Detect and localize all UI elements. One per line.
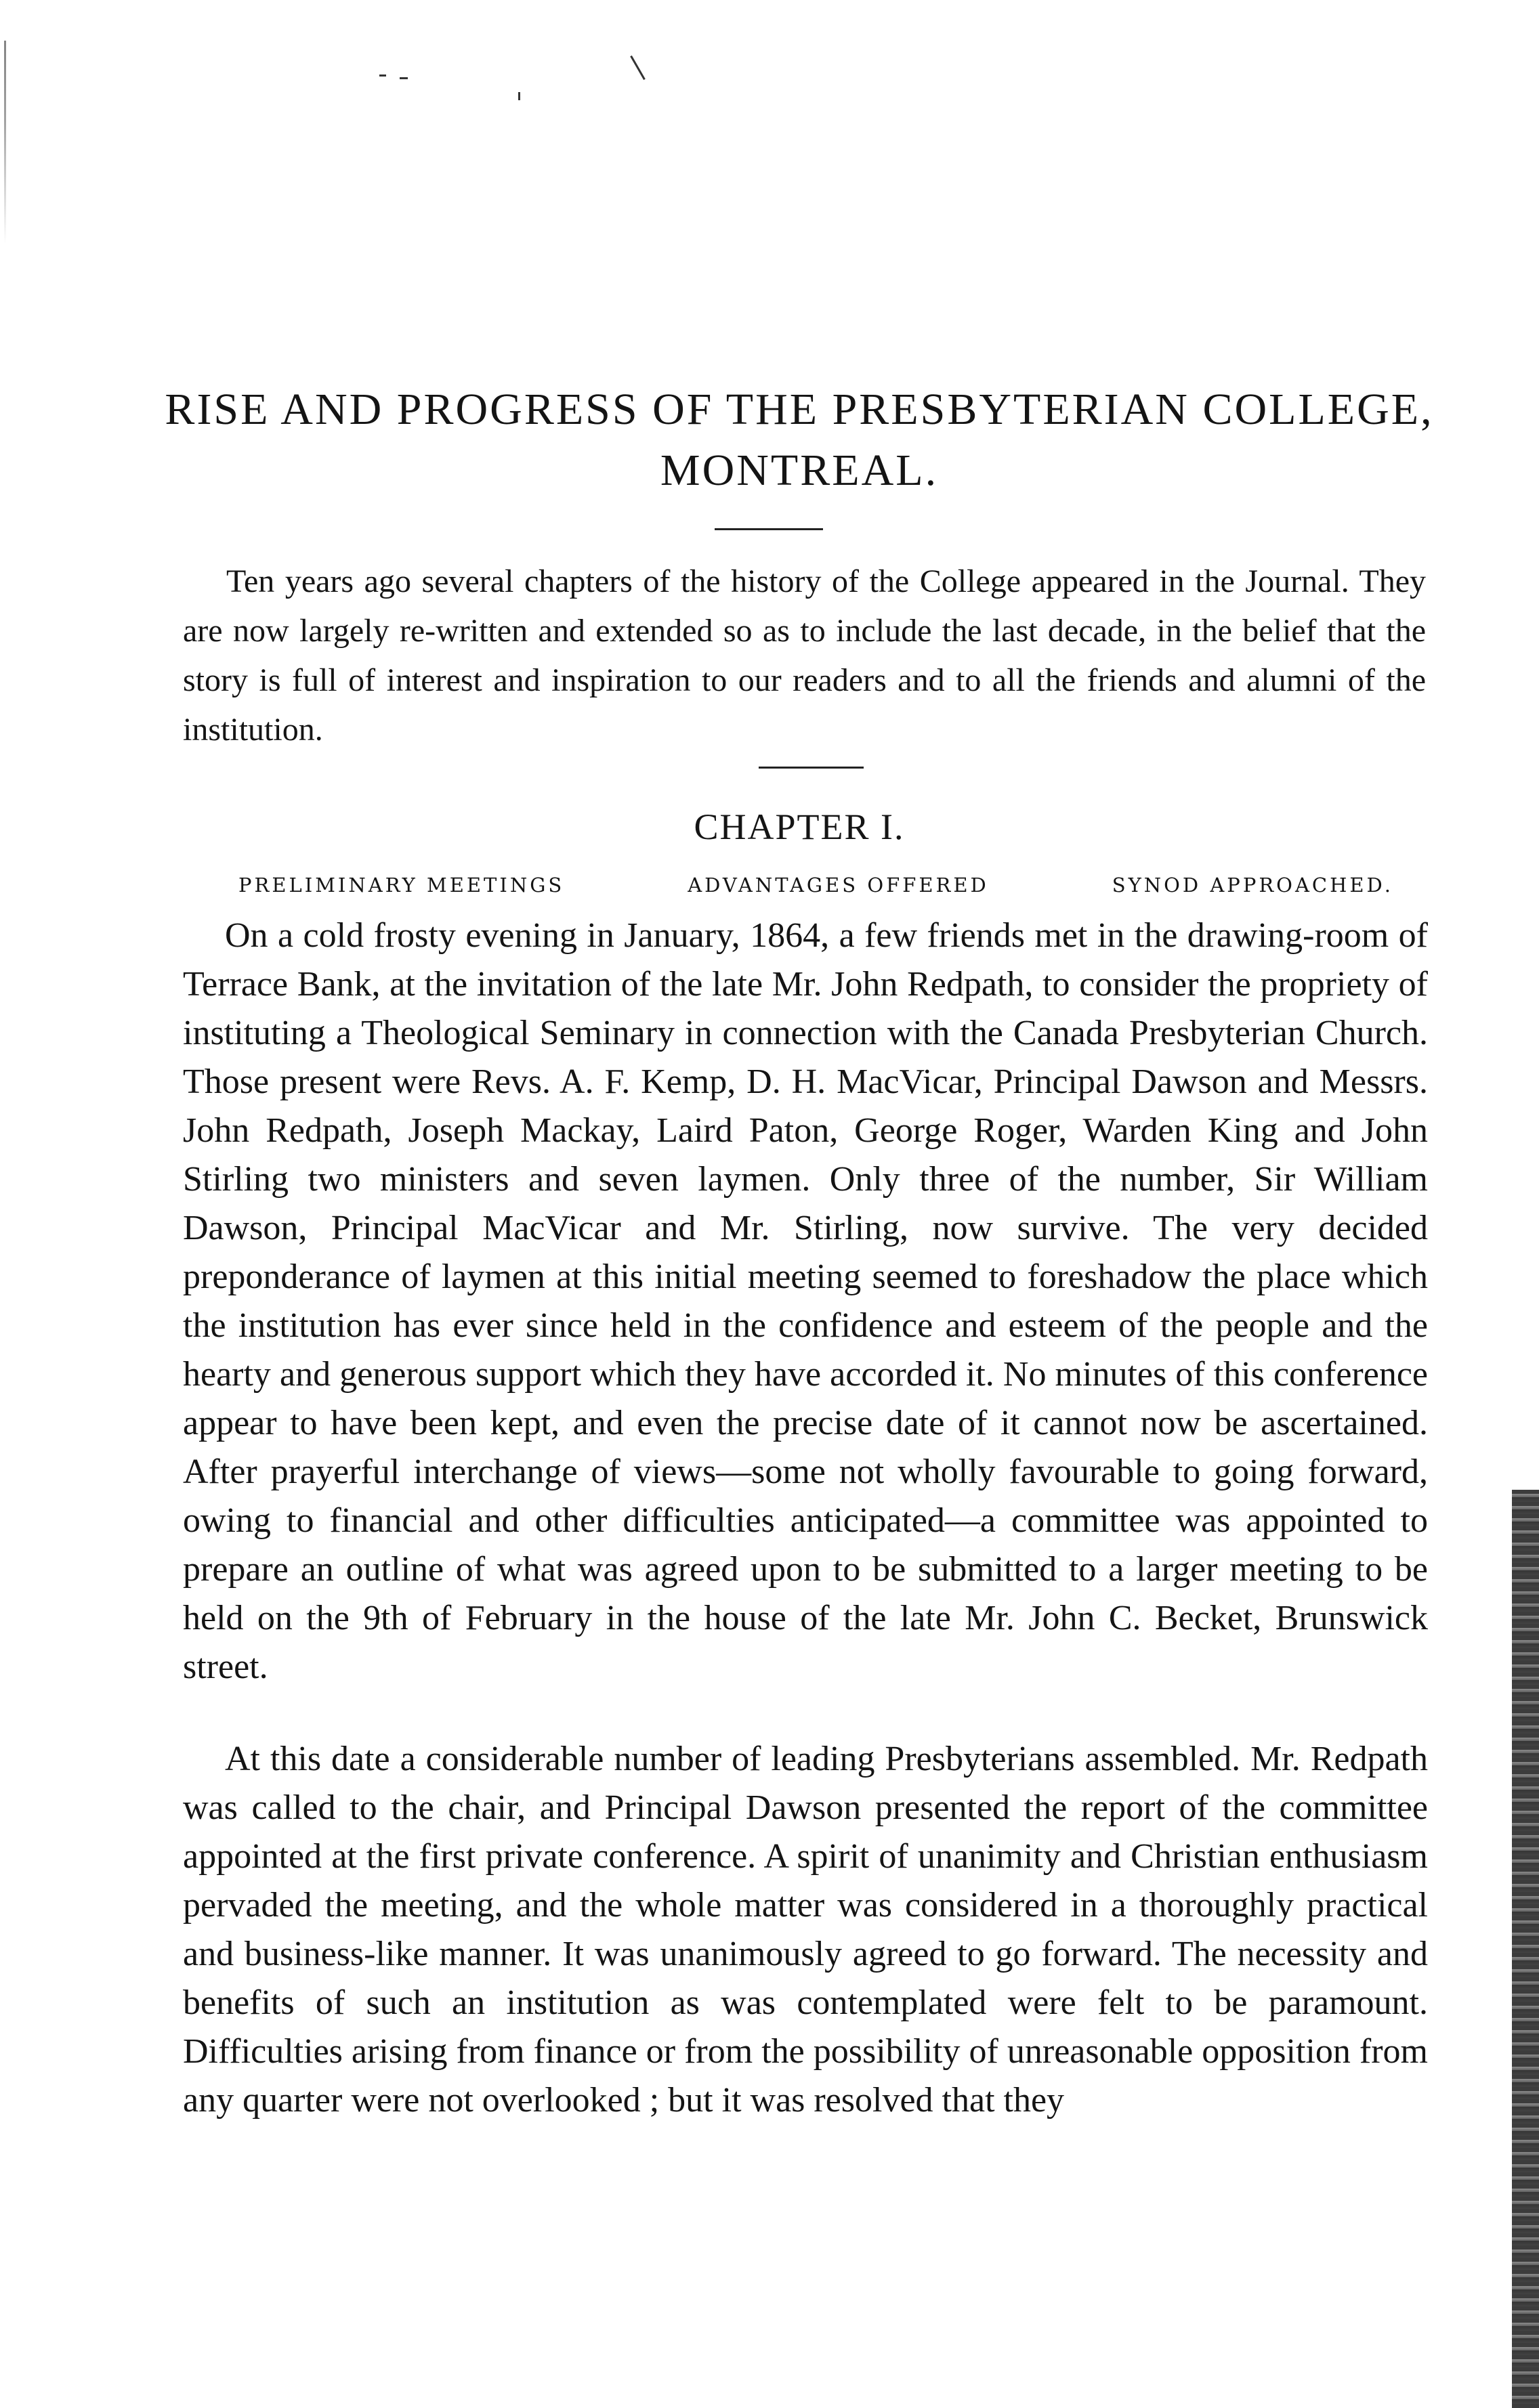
speck bbox=[630, 56, 646, 80]
speck bbox=[518, 92, 520, 100]
speck bbox=[379, 74, 386, 77]
chapter-heading: CHAPTER I. bbox=[694, 807, 905, 847]
intro-paragraph: Ten years ago several chapters of the history of the College appeared in the Journal. They are now largely re-written and extended so as to include the last decade, in the belief that the story is full of interest and inspiration to our readers and to all the friends and alumni of the institution. bbox=[183, 563, 1426, 748]
chapter-subheads bbox=[238, 874, 1393, 897]
chapter-divider bbox=[759, 767, 864, 769]
subhead-preliminary-meetings: PRELIMINARY MEETINGS bbox=[238, 874, 565, 897]
scan-specks bbox=[379, 54, 664, 108]
subhead-synod-approached: SYNOD APPROACHED. bbox=[1112, 874, 1393, 897]
body-paragraph-2: At this date a considerable number of leading Presbyterians assembled. Mr. Redpath was called to the chair, and Principal Dawson presented the report of the committee appointed at the first private conference. A spirit of unanimity and Christian enthusiasm pervaded the meeting, and the whole matter was considered in a thoroughly practical and business-like manner. It was unanimously agreed to go forward. The necessity and benefits of such an institution as was contemplated were felt to be paramount. Difficulties arising from finance or from the possibility of unreasonable opposition from any quarter were not overlooked ; but it was resolved that they bbox=[183, 1740, 1428, 2120]
scan-edge-left bbox=[4, 41, 6, 244]
subhead-advantages-offered: ADVANTAGES OFFERED bbox=[688, 874, 989, 897]
speck bbox=[400, 77, 408, 79]
article-title: RISE AND PROGRESS OF THE PRESBYTERIAN COLLEGE, MONTREAL. bbox=[165, 385, 1434, 495]
body-paragraph-1: On a cold frosty evening in January, 1864, a few friends met in the drawing-room of Terrace Bank, at the invitation of the late Mr. John Redpath, to consider the propriety of instituting a Theological Seminary in connection with the Canada Presbyterian Church. Those present were Revs. A. F. Kemp, D. H. MacVicar, Principal Dawson and Messrs. John Redpath, Joseph Mackay, Laird Paton, George Roger, Warden King and John Stirling two ministers and seven laymen. Only three of the number, Sir William Dawson, Principal MacVicar and Mr. Stirling, now survive. The very decided preponderance of laymen at this initial meeting seemed to foreshadow the place which the institution has ever since held in the confidence and esteem of the people and the hearty and generous support which they have accorded it. No minutes of this conference appear to have been kept, and even the precise date of it cannot now be ascertained. After prayerful interchange of views—some not wholly favourable to going forward, owing to financial and other difficulties anticipated—a committee was appointed to prepare an outline of what was agreed upon to be submitted to a larger meeting to be held on the 9th of February in the house of the late Mr. John C. Becket, Brunswick street. bbox=[183, 916, 1428, 1686]
scan-edge-right bbox=[1512, 1490, 1539, 2408]
title-divider bbox=[715, 528, 823, 530]
